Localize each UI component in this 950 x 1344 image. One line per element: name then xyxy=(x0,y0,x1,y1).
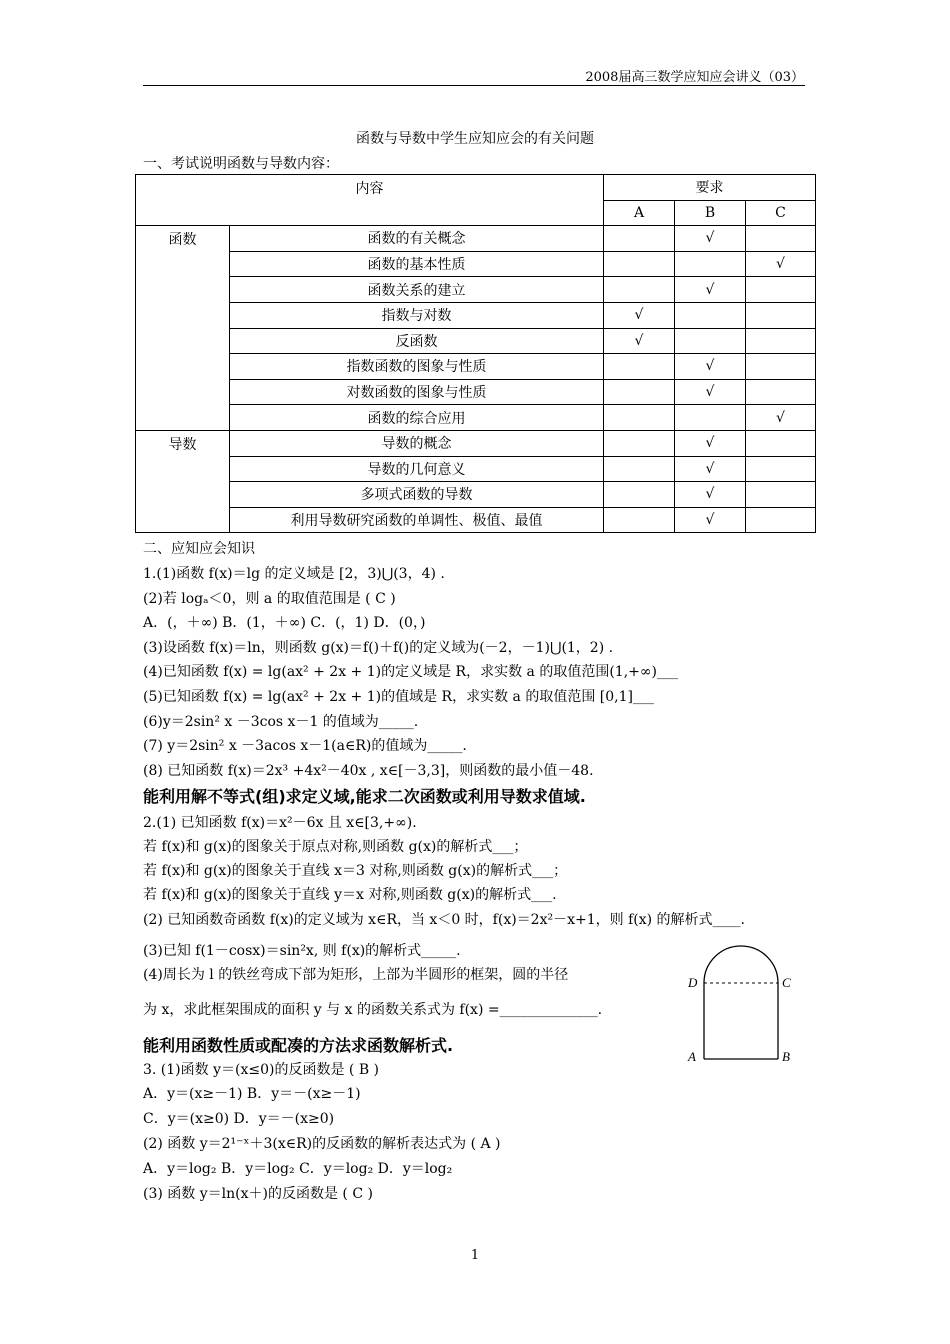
text-line: C．y＝(x≥0) D．y＝－(x≥0) xyxy=(143,1111,335,1127)
check-cell-a: √ xyxy=(604,302,675,328)
check-cell-c xyxy=(746,302,816,328)
level-header-cell: C xyxy=(746,200,816,226)
check-cell-c xyxy=(746,507,816,533)
header-rule xyxy=(143,85,805,86)
text-line: (4)周长为 l 的铁丝弯成下部为矩形，上部为半圆形的框架，圆的半径 xyxy=(143,967,569,983)
check-cell-c xyxy=(746,456,816,482)
requirements-table xyxy=(135,174,816,533)
check-cell-a xyxy=(604,379,675,405)
table-row xyxy=(136,277,816,303)
check-cell-c xyxy=(746,430,816,456)
section-1-heading: 一、考试说明函数与导数内容： xyxy=(143,156,339,172)
table-row xyxy=(136,507,816,533)
topic-cell: 对数函数的图象与性质 xyxy=(230,379,604,405)
section-2-heading: 二、应知应会知识 xyxy=(143,541,255,557)
table-row xyxy=(136,430,816,456)
text-line: 若 f(x)和 g(x)的图象关于直线 y＝x 对称,则函数 g(x)的解析式___. xyxy=(143,887,557,903)
page-number: 1 xyxy=(470,1248,480,1263)
text-line: (3)设函数 f(x)＝ln，则函数 g(x)＝f()＋f()的定义域为(－2，－1)⋃(1，2) . xyxy=(143,640,614,656)
summary-heading: 能利用函数性质或配凑的方法求函数解析式. xyxy=(143,1036,454,1055)
text-line: A．y＝log₂ B．y＝log₂ C．y＝log₂ D．y＝log₂ xyxy=(143,1161,453,1177)
table-row xyxy=(136,226,816,252)
text-line: 若 f(x)和 g(x)的图象关于原点对称,则函数 g(x)的解析式___； xyxy=(143,839,528,855)
check-cell-a xyxy=(604,226,675,252)
table-row xyxy=(136,302,816,328)
text-line: (2)若 logₐ＜0，则 a 的取值范围是 ( C ) xyxy=(143,591,396,607)
check-cell-a xyxy=(604,354,675,380)
text-line: (2) 已知函数奇函数 f(x)的定义域为 x∈R，当 x＜0 时，f(x)＝2x²－x+1，则 f(x) 的解析式____. xyxy=(143,912,745,928)
topic-cell: 导数的几何意义 xyxy=(230,456,604,482)
check-cell-c: √ xyxy=(746,405,816,431)
check-cell-c xyxy=(746,328,816,354)
check-cell-b: √ xyxy=(675,507,746,533)
check-cell-a xyxy=(604,482,675,508)
summary-heading: 能利用解不等式(组)求定义域,能求二次函数或利用导数求值域. xyxy=(143,787,586,806)
text-line: (2) 函数 y＝2¹⁻ˣ＋3(x∈R)的反函数的解析表达式为 ( A ) xyxy=(143,1136,501,1152)
table-row xyxy=(136,482,816,508)
text-line: (5)已知函数 f(x) = lg(ax² + 2x + 1)的值域是 R，求实数 a 的取值范围 [0,1]___ xyxy=(143,689,654,705)
text-line: 2.(1) 已知函数 f(x)＝x²－6x 且 x∈[3,+∞). xyxy=(143,815,417,831)
label-d: D xyxy=(688,975,698,990)
check-cell-b xyxy=(675,328,746,354)
check-cell-c: √ xyxy=(746,251,816,277)
table-row xyxy=(136,354,816,380)
text-line: (8) 已知函数 f(x)＝2x³ +4x²－40x , x∈[－3,3]，则函数的最小值－48. xyxy=(143,763,594,779)
check-cell-a xyxy=(604,456,675,482)
check-cell-c xyxy=(746,482,816,508)
text-line: (7) y＝2sin² x －3acos x－1(a∈R)的值域为_____. xyxy=(143,738,467,754)
topic-cell: 函数的基本性质 xyxy=(230,251,604,277)
text-line: 为 x，求此框架围成的面积 y 与 x 的函数关系式为 f(x) =______________. xyxy=(143,1002,603,1018)
topic-cell: 多项式函数的导数 xyxy=(230,482,604,508)
header-requirement-cell: 要求 xyxy=(604,175,816,201)
header-text: 2008届高三数学应知应会讲义（03） xyxy=(585,70,804,85)
check-cell-b: √ xyxy=(675,430,746,456)
category-cell: 函数 xyxy=(136,226,230,431)
text-line: 3. (1)函数 y＝(x≤0)的反函数是 ( B ) xyxy=(143,1062,380,1078)
header-content-cell: 内容 xyxy=(136,175,604,226)
text-line: 1.(1)函数 f(x)＝lg 的定义域是 [2，3)⋃(3，4) . xyxy=(143,566,445,582)
table-row xyxy=(136,405,816,431)
check-cell-b xyxy=(675,251,746,277)
topic-cell: 导数的概念 xyxy=(230,430,604,456)
table-row xyxy=(136,328,816,354)
text-line: 若 f(x)和 g(x)的图象关于直线 x＝3 对称,则函数 g(x)的解析式___； xyxy=(143,863,568,879)
check-cell-a xyxy=(604,251,675,277)
check-cell-b: √ xyxy=(675,226,746,252)
label-b: B xyxy=(782,1049,790,1064)
check-cell-a xyxy=(604,430,675,456)
check-cell-b: √ xyxy=(675,482,746,508)
check-cell-a xyxy=(604,277,675,303)
check-cell-a: √ xyxy=(604,328,675,354)
text-line: (3)已知 f(1－cosx)＝sin²x, 则 f(x)的解析式_____. xyxy=(143,943,461,959)
check-cell-c xyxy=(746,354,816,380)
category-cell: 导数 xyxy=(136,430,230,532)
level-header-cell: A xyxy=(604,200,675,226)
topic-cell: 利用导数研究函数的单调性、极值、最值 xyxy=(230,507,604,533)
frame-diagram xyxy=(682,943,802,1068)
topic-cell: 函数的综合应用 xyxy=(230,405,604,431)
topic-cell: 指数函数的图象与性质 xyxy=(230,354,604,380)
check-cell-b: √ xyxy=(675,277,746,303)
text-line: (4)已知函数 f(x) = lg(ax² + 2x + 1)的定义域是 R，求实数 a 的取值范围(1,+∞)___ xyxy=(143,664,679,680)
check-cell-c xyxy=(746,379,816,405)
topic-cell: 函数关系的建立 xyxy=(230,277,604,303)
check-cell-b xyxy=(675,405,746,431)
check-cell-b: √ xyxy=(675,456,746,482)
check-cell-a xyxy=(604,507,675,533)
check-cell-c xyxy=(746,277,816,303)
page-title: 函数与导数中学生应知应会的有关问题 xyxy=(356,131,594,147)
text-line: (6)y＝2sin² x －3cos x－1 的值域为_____. xyxy=(143,714,419,730)
check-cell-a xyxy=(604,405,675,431)
label-a: A xyxy=(688,1049,696,1064)
check-cell-b: √ xyxy=(675,354,746,380)
semicircle-arc xyxy=(704,946,778,983)
topic-cell: 指数与对数 xyxy=(230,302,604,328)
check-cell-b xyxy=(675,302,746,328)
table-row xyxy=(136,379,816,405)
check-cell-c xyxy=(746,226,816,252)
text-line: A．(，＋∞) B．(1，＋∞) C．(，1) D．(0，) xyxy=(143,615,426,631)
label-c: C xyxy=(782,975,791,990)
text-line: (3) 函数 y＝ln(x＋)的反函数是 ( C ) xyxy=(143,1186,373,1202)
check-cell-b: √ xyxy=(675,379,746,405)
level-header-cell: B xyxy=(675,200,746,226)
topic-cell: 函数的有关概念 xyxy=(230,226,604,252)
text-line: A．y＝(x≥－1) B．y＝－(x≥－1) xyxy=(143,1086,361,1102)
table-row xyxy=(136,456,816,482)
table-row xyxy=(136,251,816,277)
topic-cell: 反函数 xyxy=(230,328,604,354)
